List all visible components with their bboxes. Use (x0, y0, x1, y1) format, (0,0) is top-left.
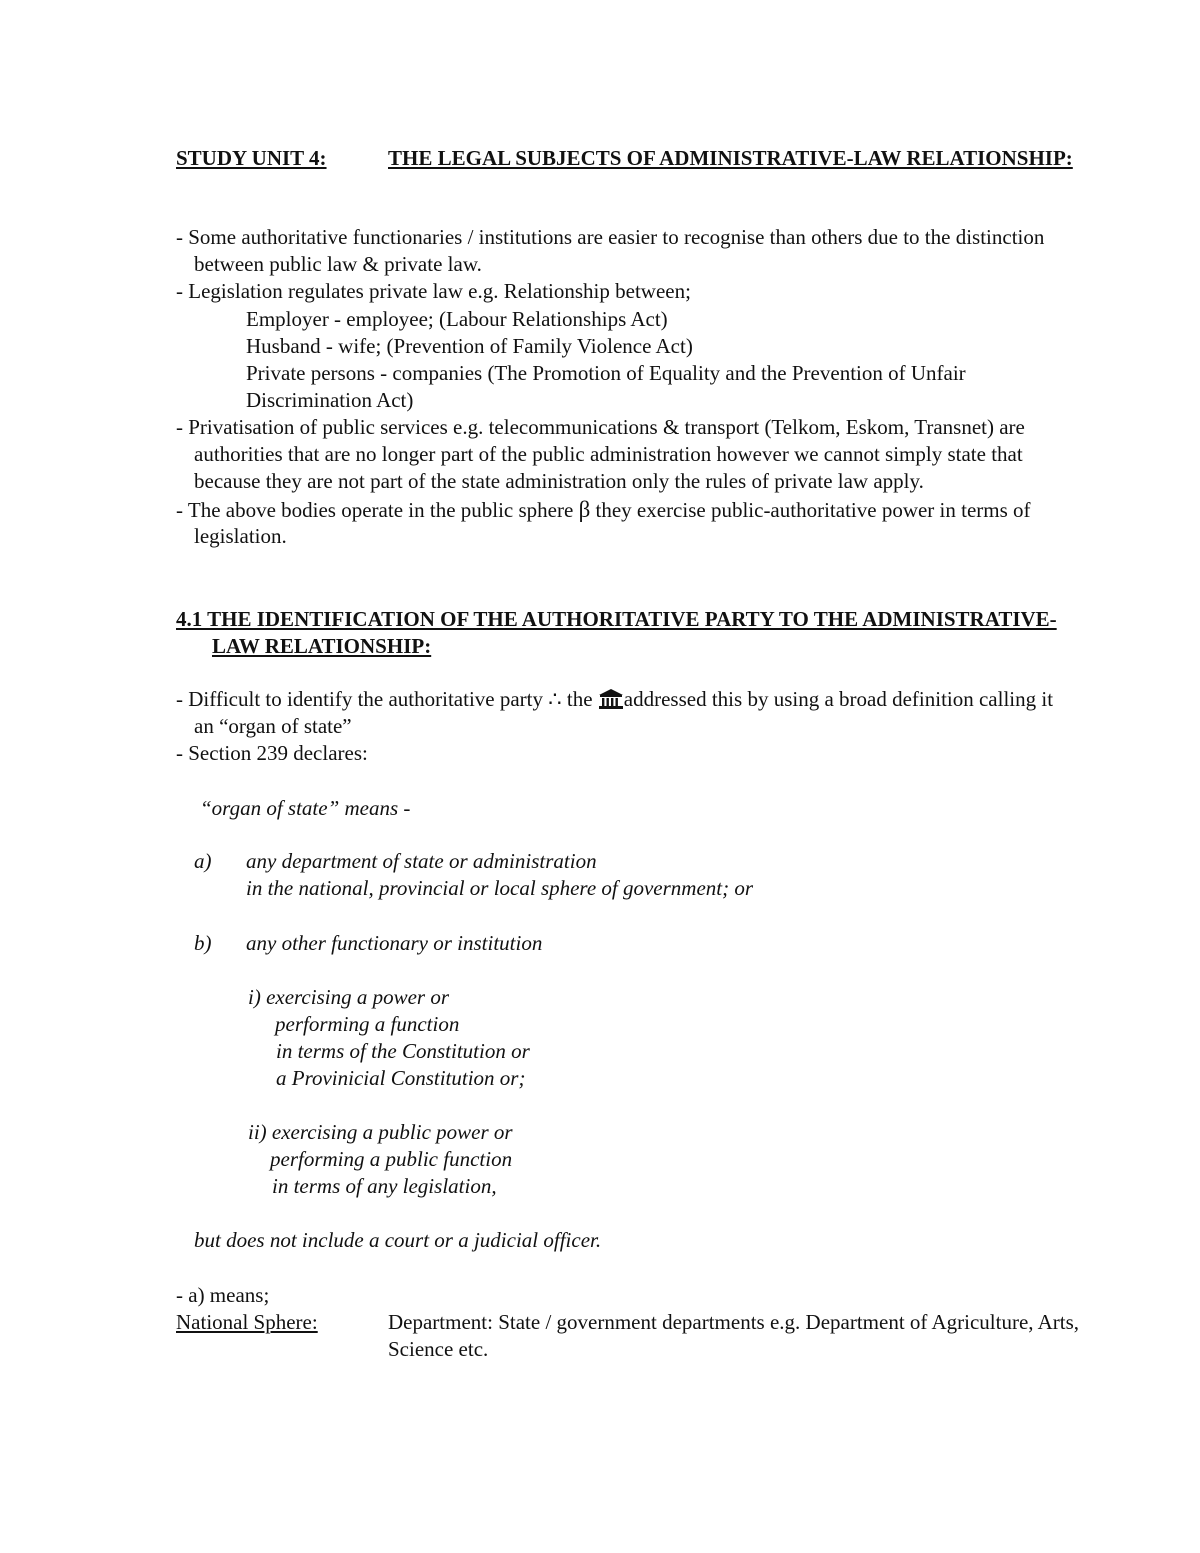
means-intro: - a) means; (176, 1283, 270, 1307)
quote-intro: “organ of state” means - (200, 796, 411, 820)
intro-p4-line1 (176, 496, 1031, 524)
quote-a-line2: in the national, provincial or local sphere of government; or (246, 876, 754, 900)
section-4-1-title-line2: LAW RELATIONSHIP: (212, 634, 432, 658)
intro-p3-line2: authorities that are no longer part of the public administration however we cannot simply state that (194, 442, 1023, 466)
quote-b-label: b) (194, 931, 212, 955)
d1-text-b: the (566, 687, 593, 711)
d1-text-c: addressed this by using a broad definition calling it (623, 687, 1054, 711)
intro-p4-text-b: they exercise public-authoritative power in terms of (595, 498, 1031, 522)
beta-symbol: β (578, 497, 591, 522)
courthouse-icon (598, 687, 624, 711)
quote-a-line1: any department of state or administration (246, 849, 597, 873)
quote-i-line3: in terms of the Constitution or (276, 1039, 530, 1063)
quote-i-line1: i) exercising a power or (248, 985, 450, 1009)
section-4-1-title-line1: 4.1 THE IDENTIFICATION OF THE AUTHORITATIVE PARTY TO THE ADMINISTRATIVE- (176, 607, 1057, 631)
quote-b-line1: any other functionary or institution (246, 931, 543, 955)
example-1: Employer - employee; (Labour Relationships Act) (246, 307, 668, 331)
quote-a-label: a) (194, 849, 212, 873)
example-2: Husband - wife; (Prevention of Family Violence Act) (246, 334, 693, 358)
quote-ii-line2: performing a public function (270, 1147, 513, 1171)
section-4-1-d1-line1 (176, 686, 1053, 713)
section-4-1-d1-line2: an “organ of state” (194, 714, 352, 738)
therefore-symbol: ∴ (548, 687, 562, 711)
intro-p4-line2: legislation. (194, 524, 287, 548)
intro-p1-line2: between public law & private law. (194, 252, 482, 276)
intro-p2: - Legislation regulates private law e.g. Relationship between; (176, 279, 691, 303)
quote-i-line4: a Provinicial Constitution or; (276, 1066, 526, 1090)
quote-closing: but does not include a court or a judicial officer. (194, 1228, 602, 1252)
intro-p4-text-a: - The above bodies operate in the public sphere (176, 498, 574, 522)
quote-ii-line3: in terms of any legislation, (272, 1174, 497, 1198)
national-sphere-desc-line1: Department: State / government departments e.g. Department of Agriculture, Arts, (388, 1310, 1080, 1334)
example-3-line1: Private persons - companies (The Promotion of Equality and the Prevention of Unfair (246, 361, 966, 385)
d1-text-a: - Difficult to identify the authoritative party (176, 687, 544, 711)
intro-p1-line1: - Some authoritative functionaries / institutions are easier to recognise than others due to the distinction (176, 225, 1045, 249)
intro-p3-line1: - Privatisation of public services e.g. telecommunications & transport (Telkom, Eskom, Transnet) are (176, 415, 1025, 439)
unit-label: STUDY UNIT 4: (176, 146, 327, 170)
intro-p3-line3: because they are not part of the state administration only the rules of private law apply. (194, 469, 924, 493)
section-4-1-d2: - Section 239 declares: (176, 741, 368, 765)
quote-ii-line1: ii) exercising a public power or (248, 1120, 513, 1144)
quote-i-line2: performing a function (275, 1012, 460, 1036)
example-3-line2: Discrimination Act) (246, 388, 414, 412)
unit-title: THE LEGAL SUBJECTS OF ADMINISTRATIVE-LAW RELATIONSHIP: (388, 146, 1073, 170)
national-sphere-desc-line2: Science etc. (388, 1337, 489, 1361)
national-sphere-label: National Sphere: (176, 1310, 318, 1334)
